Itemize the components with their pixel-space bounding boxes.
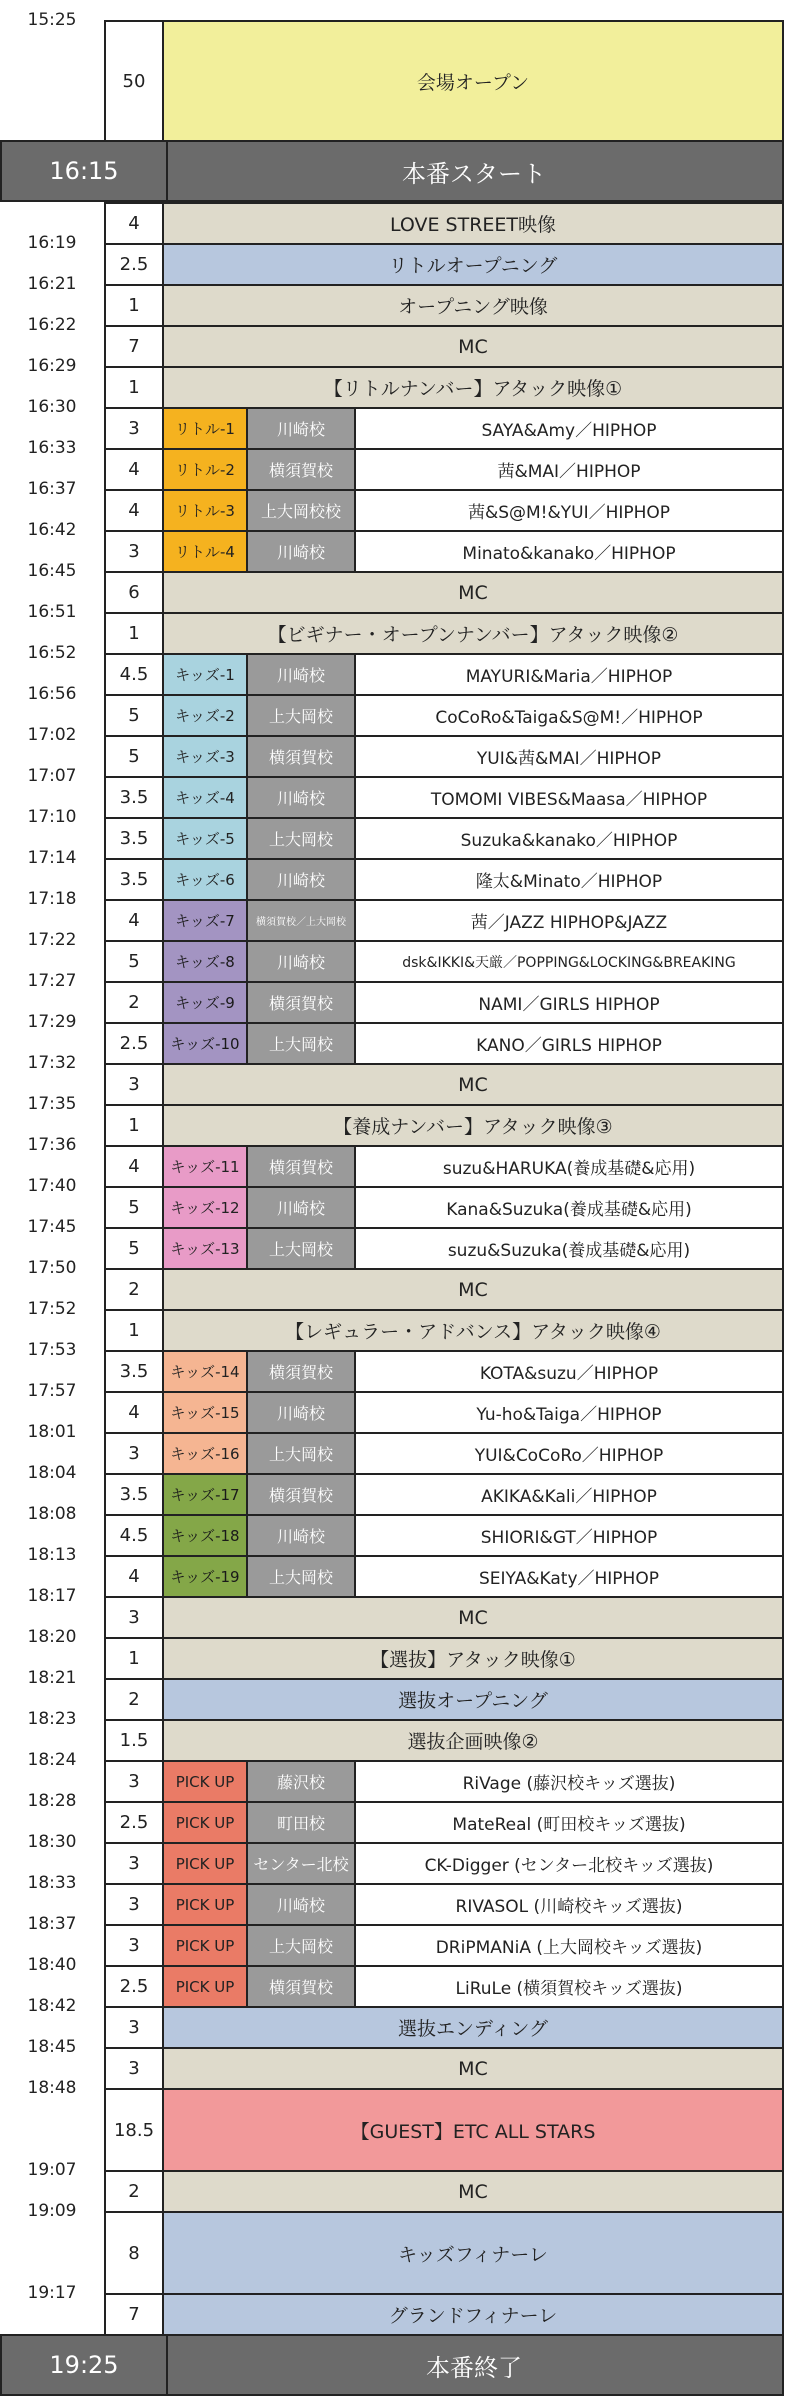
school-name: 上大岡校: [246, 694, 356, 737]
performer-name: TOMOMI VIBES&Maasa／HIPHOP: [354, 776, 784, 819]
time-label: 16:19: [27, 233, 77, 253]
program-row: [104, 1104, 784, 1147]
time-label: 18:21: [27, 1668, 77, 1688]
number-badge: キッズ-9: [162, 981, 248, 1024]
program-row: [104, 2088, 784, 2172]
performer-name: Yu-ho&Taiga／HIPHOP: [354, 1391, 784, 1434]
performer-name: CK-Digger (センター北校キッズ選抜): [354, 1842, 784, 1885]
performance-row: [104, 1801, 784, 1844]
number-badge: キッズ-12: [162, 1186, 248, 1229]
performance-row: [104, 694, 784, 737]
school-name: 横須賀校: [246, 1965, 356, 2008]
duration-cell: 2: [104, 1268, 164, 1311]
performer-name: MateReal (町田校キッズ選抜): [354, 1801, 784, 1844]
program-title: 【リトルナンバー】アタック映像①: [162, 366, 784, 409]
number-badge: PICK UP: [162, 1883, 248, 1926]
duration-cell: 3: [104, 1883, 164, 1926]
time-label: 18:23: [27, 1709, 77, 1729]
time-label: 17:27: [27, 971, 77, 991]
performance-row: [104, 530, 784, 573]
section-label: 本番スタート: [402, 159, 546, 188]
time-label: 17:29: [27, 1012, 77, 1032]
number-badge: キッズ-6: [162, 858, 248, 901]
program-title: MC: [162, 1596, 784, 1639]
number-badge: キッズ-14: [162, 1350, 248, 1393]
performance-row: [104, 1965, 784, 2008]
school-name: 川崎校: [246, 1186, 356, 1229]
time-label: 17:02: [27, 725, 77, 745]
duration-cell: 4: [104, 489, 164, 532]
performer-name: LiRuLe (横須賀校キッズ選抜): [354, 1965, 784, 2008]
duration-cell: 3: [104, 407, 164, 450]
number-badge: リトル-4: [162, 530, 248, 573]
duration-cell: 4: [104, 1145, 164, 1188]
duration-cell: 7: [104, 325, 164, 368]
school-name: 横須賀校: [246, 1350, 356, 1393]
number-badge: キッズ-2: [162, 694, 248, 737]
time-label: 16:37: [27, 479, 77, 499]
number-badge: PICK UP: [162, 1842, 248, 1885]
program-row: [104, 1678, 784, 1721]
performer-name: RIVASOL (川崎校キッズ選抜): [354, 1883, 784, 1926]
performance-row: [104, 1350, 784, 1393]
duration-cell: 8: [104, 2211, 164, 2295]
number-badge: キッズ-17: [162, 1473, 248, 1516]
number-badge: キッズ-11: [162, 1145, 248, 1188]
time-label: 17:40: [27, 1176, 77, 1196]
section-time: 19:25: [2, 2336, 168, 2394]
section-time: 16:15: [2, 142, 168, 200]
performer-name: YUI&茜&MAI／HIPHOP: [354, 735, 784, 778]
performer-name: 茜&MAI／HIPHOP: [354, 448, 784, 491]
program-row: [104, 1719, 784, 1762]
section-header: [0, 140, 784, 202]
performance-row: [104, 735, 784, 778]
time-label: 17:10: [27, 807, 77, 827]
time-label: 17:22: [27, 930, 77, 950]
school-name: 横須賀校: [246, 981, 356, 1024]
performer-name: YUI&CoCoRo／HIPHOP: [354, 1432, 784, 1475]
performer-name: Kana&Suzuka(養成基礎&応用): [354, 1186, 784, 1229]
duration-cell: 1: [104, 366, 164, 409]
time-label: 18:24: [27, 1750, 77, 1770]
time-label: 16:29: [27, 356, 77, 376]
time-label: 18:01: [27, 1422, 77, 1442]
duration-cell: 2.5: [104, 243, 164, 286]
school-name: 横須賀校／上大岡校: [246, 899, 356, 942]
number-badge: PICK UP: [162, 1801, 248, 1844]
time-label: 16:56: [27, 684, 77, 704]
program-title: リトルオープニング: [162, 243, 784, 286]
number-badge: キッズ-10: [162, 1022, 248, 1065]
performer-name: 茜／JAZZ HIPHOP&JAZZ: [354, 899, 784, 942]
performer-name: MAYURI&Maria／HIPHOP: [354, 653, 784, 696]
time-label: 18:42: [27, 1996, 77, 2016]
school-name: 川崎校: [246, 1514, 356, 1557]
performer-name: 茜&S@M!&YUI／HIPHOP: [354, 489, 784, 532]
performance-row: [104, 1842, 784, 1885]
program-row: [104, 1309, 784, 1352]
program-title: 【GUEST】ETC ALL STARS: [162, 2088, 784, 2172]
time-label: 18:40: [27, 1955, 77, 1975]
performer-name: Suzuka&kanako／HIPHOP: [354, 817, 784, 860]
time-label: 17:50: [27, 1258, 77, 1278]
program-row: [104, 325, 784, 368]
time-label: 16:30: [27, 397, 77, 417]
number-badge: キッズ-15: [162, 1391, 248, 1434]
school-name: 上大岡校校: [246, 489, 356, 532]
duration-cell: 4: [104, 899, 164, 942]
time-label: 18:17: [27, 1586, 77, 1606]
performance-row: [104, 1022, 784, 1065]
program-title: キッズフィナーレ: [162, 2211, 784, 2295]
performance-row: [104, 1760, 784, 1803]
duration-cell: 3.5: [104, 817, 164, 860]
performance-row: [104, 489, 784, 532]
school-name: 上大岡校: [246, 1022, 356, 1065]
program-row: [104, 366, 784, 409]
time-label: 18:48: [27, 2078, 77, 2098]
program-row: [104, 2047, 784, 2090]
time-label: 16:52: [27, 643, 77, 663]
duration-cell: 3.5: [104, 858, 164, 901]
program-row: [104, 571, 784, 614]
program-title: 【選抜】アタック映像①: [162, 1637, 784, 1680]
program-title: MC: [162, 2170, 784, 2213]
school-name: 横須賀校: [246, 1145, 356, 1188]
time-label: 16:33: [27, 438, 77, 458]
duration-cell: 3: [104, 1842, 164, 1885]
number-badge: キッズ-19: [162, 1555, 248, 1598]
duration-cell: 5: [104, 1186, 164, 1229]
time-label: 18:30: [27, 1832, 77, 1852]
performance-row: [104, 1555, 784, 1598]
program-title: 選抜企画映像②: [162, 1719, 784, 1762]
duration-cell: 3: [104, 1432, 164, 1475]
performer-name: KOTA&suzu／HIPHOP: [354, 1350, 784, 1393]
duration-cell: 3.5: [104, 1473, 164, 1516]
school-name: 川崎校: [246, 940, 356, 983]
time-label: 18:20: [27, 1627, 77, 1647]
time-label: 17:07: [27, 766, 77, 786]
program-title: MC: [162, 1063, 784, 1106]
school-name: 横須賀校: [246, 448, 356, 491]
performance-row: [104, 899, 784, 942]
program-row: [104, 1063, 784, 1106]
duration-cell: 3: [104, 2006, 164, 2049]
program-row: [104, 1596, 784, 1639]
program-title: 【ビギナー・オープンナンバー】アタック映像②: [162, 612, 784, 655]
performer-name: CoCoRo&Taiga&S@M!／HIPHOP: [354, 694, 784, 737]
time-label: 18:33: [27, 1873, 77, 1893]
number-badge: PICK UP: [162, 1924, 248, 1967]
performer-name: SHIORI&GT／HIPHOP: [354, 1514, 784, 1557]
duration-cell: 2.5: [104, 1022, 164, 1065]
school-name: 上大岡校: [246, 1432, 356, 1475]
performance-row: [104, 776, 784, 819]
duration-cell: 3: [104, 1596, 164, 1639]
performance-row: [104, 1145, 784, 1188]
time-label: 18:45: [27, 2037, 77, 2057]
time-label: 19:17: [27, 2283, 77, 2303]
program-row: [104, 202, 784, 245]
duration-cell: 2.5: [104, 1801, 164, 1844]
duration-cell: 2: [104, 2170, 164, 2213]
number-badge: リトル-2: [162, 448, 248, 491]
number-badge: キッズ-3: [162, 735, 248, 778]
time-label: 17:32: [27, 1053, 77, 1073]
performance-row: [104, 1227, 784, 1270]
program-title: LOVE STREET映像: [162, 202, 784, 245]
time-label: 17:53: [27, 1340, 77, 1360]
program-row: [104, 2006, 784, 2049]
program-title: グランドフィナーレ: [162, 2293, 784, 2336]
duration-cell: 5: [104, 940, 164, 983]
school-name: 川崎校: [246, 407, 356, 450]
time-label: 17:57: [27, 1381, 77, 1401]
performer-name: SEIYA&Katy／HIPHOP: [354, 1555, 784, 1598]
performance-row: [104, 981, 784, 1024]
performance-row: [104, 653, 784, 696]
performer-name: DRiPMANiA (上大岡校キッズ選抜): [354, 1924, 784, 1967]
duration-cell: 50: [104, 20, 164, 142]
performer-name: NAMI／GIRLS HIPHOP: [354, 981, 784, 1024]
number-badge: キッズ-18: [162, 1514, 248, 1557]
duration-cell: 5: [104, 1227, 164, 1270]
school-name: 川崎校: [246, 530, 356, 573]
section-label: 本番終了: [426, 2353, 522, 2382]
time-label: 18:04: [27, 1463, 77, 1483]
duration-cell: 7: [104, 2293, 164, 2336]
performer-name: Minato&kanako／HIPHOP: [354, 530, 784, 573]
number-badge: キッズ-4: [162, 776, 248, 819]
school-name: 横須賀校: [246, 735, 356, 778]
performer-name: dsk&IKKI&天厳／POPPING&LOCKING&BREAKING: [354, 940, 784, 983]
program-row: [104, 20, 784, 142]
performance-row: [104, 448, 784, 491]
time-label: 16:45: [27, 561, 77, 581]
duration-cell: 3: [104, 2047, 164, 2090]
time-label: 19:07: [27, 2160, 77, 2180]
number-badge: PICK UP: [162, 1760, 248, 1803]
program-row: [104, 2170, 784, 2213]
number-badge: キッズ-8: [162, 940, 248, 983]
time-label: 17:45: [27, 1217, 77, 1237]
program-title: MC: [162, 571, 784, 614]
performance-row: [104, 1186, 784, 1229]
school-name: 川崎校: [246, 653, 356, 696]
time-label: 15:25: [27, 10, 77, 30]
program-title: MC: [162, 1268, 784, 1311]
duration-cell: 4: [104, 1391, 164, 1434]
performance-row: [104, 1473, 784, 1516]
time-label: 17:36: [27, 1135, 77, 1155]
school-name: 横須賀校: [246, 1473, 356, 1516]
duration-cell: 4.5: [104, 653, 164, 696]
duration-cell: 2: [104, 981, 164, 1024]
duration-cell: 3: [104, 1760, 164, 1803]
school-name: 上大岡校: [246, 1227, 356, 1270]
program-row: [104, 284, 784, 327]
program-row: [104, 243, 784, 286]
duration-cell: 1: [104, 1104, 164, 1147]
school-name: 上大岡校: [246, 1924, 356, 1967]
performance-row: [104, 1391, 784, 1434]
school-name: 川崎校: [246, 1883, 356, 1926]
duration-cell: 4: [104, 202, 164, 245]
program-title: MC: [162, 2047, 784, 2090]
performance-row: [104, 1924, 784, 1967]
school-name: センター北校: [246, 1842, 356, 1885]
performer-name: KANO／GIRLS HIPHOP: [354, 1022, 784, 1065]
school-name: 藤沢校: [246, 1760, 356, 1803]
number-badge: キッズ-13: [162, 1227, 248, 1270]
performer-name: suzu&Suzuka(養成基礎&応用): [354, 1227, 784, 1270]
program-title: 選抜エンディング: [162, 2006, 784, 2049]
time-label: 16:21: [27, 274, 77, 294]
program-row: [104, 612, 784, 655]
performer-name: AKIKA&Kali／HIPHOP: [354, 1473, 784, 1516]
time-label: 16:42: [27, 520, 77, 540]
program-title: 会場オープン: [162, 20, 784, 142]
duration-cell: 3: [104, 530, 164, 573]
time-label: 16:22: [27, 315, 77, 335]
performance-row: [104, 858, 784, 901]
duration-cell: 3: [104, 1063, 164, 1106]
time-label: 16:51: [27, 602, 77, 622]
school-name: 上大岡校: [246, 817, 356, 860]
number-badge: リトル-3: [162, 489, 248, 532]
duration-cell: 1.5: [104, 1719, 164, 1762]
number-badge: キッズ-5: [162, 817, 248, 860]
duration-cell: 1: [104, 612, 164, 655]
number-badge: キッズ-7: [162, 899, 248, 942]
duration-cell: 3.5: [104, 776, 164, 819]
school-name: 上大岡校: [246, 1555, 356, 1598]
duration-cell: 6: [104, 571, 164, 614]
school-name: 川崎校: [246, 858, 356, 901]
duration-cell: 1: [104, 1637, 164, 1680]
program-title: MC: [162, 325, 784, 368]
time-label: 19:09: [27, 2201, 77, 2221]
time-label: 17:14: [27, 848, 77, 868]
number-badge: キッズ-1: [162, 653, 248, 696]
duration-cell: 2.5: [104, 1965, 164, 2008]
performance-row: [104, 940, 784, 983]
program-row: [104, 2293, 784, 2336]
program-row: [104, 2211, 784, 2295]
performance-row: [104, 1883, 784, 1926]
school-name: 川崎校: [246, 1391, 356, 1434]
duration-cell: 4.5: [104, 1514, 164, 1557]
performer-name: suzu&HARUKA(養成基礎&応用): [354, 1145, 784, 1188]
performer-name: SAYA&Amy／HIPHOP: [354, 407, 784, 450]
duration-cell: 5: [104, 694, 164, 737]
time-label: 18:08: [27, 1504, 77, 1524]
school-name: 町田校: [246, 1801, 356, 1844]
number-badge: キッズ-16: [162, 1432, 248, 1475]
duration-cell: 4: [104, 448, 164, 491]
time-label: 17:18: [27, 889, 77, 909]
duration-cell: 3.5: [104, 1350, 164, 1393]
duration-cell: 5: [104, 735, 164, 778]
time-label: 17:52: [27, 1299, 77, 1319]
duration-cell: 2: [104, 1678, 164, 1721]
duration-cell: 4: [104, 1555, 164, 1598]
program-row: [104, 1268, 784, 1311]
school-name: 川崎校: [246, 776, 356, 819]
section-header: [0, 2334, 784, 2396]
program-row: [104, 1637, 784, 1680]
number-badge: PICK UP: [162, 1965, 248, 2008]
performance-row: [104, 817, 784, 860]
program-title: 【養成ナンバー】アタック映像③: [162, 1104, 784, 1147]
time-label: 18:37: [27, 1914, 77, 1934]
performer-name: RiVage (藤沢校キッズ選抜): [354, 1760, 784, 1803]
time-label: 18:28: [27, 1791, 77, 1811]
time-label: 18:13: [27, 1545, 77, 1565]
duration-cell: 18.5: [104, 2088, 164, 2172]
performance-row: [104, 1514, 784, 1557]
program-title: 選抜オープニング: [162, 1678, 784, 1721]
duration-cell: 1: [104, 1309, 164, 1352]
performance-row: [104, 1432, 784, 1475]
program-title: オープニング映像: [162, 284, 784, 327]
performance-row: [104, 407, 784, 450]
duration-cell: 1: [104, 284, 164, 327]
duration-cell: 3: [104, 1924, 164, 1967]
time-label: 17:35: [27, 1094, 77, 1114]
program-title: 【レギュラー・アドバンス】アタック映像④: [162, 1309, 784, 1352]
performer-name: 隆太&Minato／HIPHOP: [354, 858, 784, 901]
number-badge: リトル-1: [162, 407, 248, 450]
